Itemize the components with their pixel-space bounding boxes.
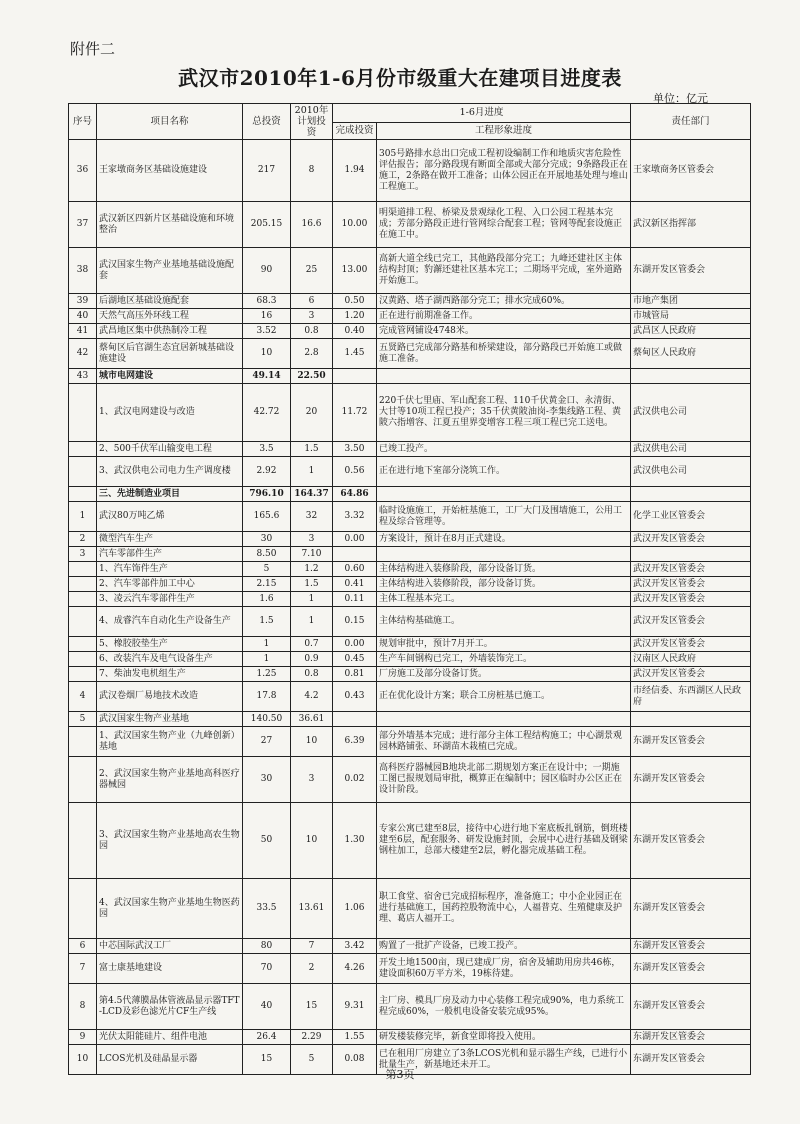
- table-row: [69, 502, 751, 532]
- row-work: [377, 712, 631, 727]
- row-name: 城市电网建设: [97, 369, 243, 384]
- row-seq: [69, 592, 97, 607]
- row-done: 3.50: [333, 442, 377, 457]
- row-seq: [69, 803, 97, 879]
- header-work: 工程形象进度: [377, 122, 631, 139]
- row-total: 33.5: [243, 879, 291, 939]
- table-row: [69, 607, 751, 637]
- row-name: 微型汽车生产: [97, 532, 243, 547]
- row-total: 3.5: [243, 442, 291, 457]
- row-total: 15: [243, 1045, 291, 1075]
- row-seq: [69, 727, 97, 757]
- row-work: 正在进行前期准备工作。: [377, 309, 631, 324]
- progress-table: [68, 103, 751, 1075]
- row-work: 正在进行地下室部分浇筑工作。: [377, 457, 631, 487]
- row-done: 13.00: [333, 248, 377, 294]
- table-row: [69, 547, 751, 562]
- row-work: 方案设计，预计在8月正式建设。: [377, 532, 631, 547]
- row-name: 光伏太阳能硅片、组件电池: [97, 1030, 243, 1045]
- row-name: 武昌地区集中供热制冷工程: [97, 324, 243, 339]
- row-dept: 东湖开发区管委会: [631, 939, 751, 954]
- row-dept: 武汉开发区管委会: [631, 607, 751, 637]
- row-plan: 3: [291, 309, 333, 324]
- table-row: [69, 954, 751, 984]
- row-seq: [69, 562, 97, 577]
- row-total: 16: [243, 309, 291, 324]
- row-work: 高新大道全线已完工，其他路段部分完工；九峰还建社区主体结构封顶；豹澥还建社区基本完工；二期场平完成，室外道路开始施工。: [377, 248, 631, 294]
- row-work: 主体结构进入装修阶段，部分设备订货。: [377, 577, 631, 592]
- attachment-label: 附件二: [70, 40, 116, 58]
- row-name: 后湖地区基础设施配套: [97, 294, 243, 309]
- row-total: 27: [243, 727, 291, 757]
- row-plan: 1: [291, 457, 333, 487]
- row-dept: [631, 487, 751, 502]
- row-plan: 7: [291, 939, 333, 954]
- row-done: 9.31: [333, 984, 377, 1030]
- row-plan: 0.9: [291, 652, 333, 667]
- row-work: 开发土地1500亩，现已建成厂房，宿舍及辅助用房共46栋，建设面积60万平方米，19栋待建。: [377, 954, 631, 984]
- row-plan: 13.61: [291, 879, 333, 939]
- row-total: 5: [243, 562, 291, 577]
- row-seq: [69, 577, 97, 592]
- row-name: 天然气高压外环线工程: [97, 309, 243, 324]
- table-row: [69, 682, 751, 712]
- row-name: 1、武汉国家生物产业（九峰创新）基地: [97, 727, 243, 757]
- row-dept: 武汉开发区管委会: [631, 637, 751, 652]
- row-name: 武汉国家生物产业基地基础设施配套: [97, 248, 243, 294]
- row-plan: 0.7: [291, 637, 333, 652]
- row-seq: [69, 384, 97, 442]
- table-row: [69, 442, 751, 457]
- row-total: 796.10: [243, 487, 291, 502]
- row-done: 0.43: [333, 682, 377, 712]
- row-work: 汉黄路、塔子湖西路部分完工；排水完成60%。: [377, 294, 631, 309]
- row-seq: 4: [69, 682, 97, 712]
- row-total: 17.8: [243, 682, 291, 712]
- row-total: 70: [243, 954, 291, 984]
- table-row: [69, 339, 751, 369]
- row-done: 3.32: [333, 502, 377, 532]
- table-row: [69, 324, 751, 339]
- row-plan: 1.5: [291, 442, 333, 457]
- table-row: [69, 1030, 751, 1045]
- row-work: 专家公寓已建至8层，接待中心进行地下室底板扎钢筋，倒班楼建至6层，配套服务、研发设施封顶，会展中心进行基础及钢梁钢柱加工，总部大楼建至2层，孵化器完成基础工程。: [377, 803, 631, 879]
- row-total: 1.25: [243, 667, 291, 682]
- header-name: 项目名称: [97, 104, 243, 140]
- row-seq: [69, 667, 97, 682]
- row-work: 正在优化设计方案；联合工房桩基已施工。: [377, 682, 631, 712]
- row-total: 30: [243, 757, 291, 803]
- row-dept: 东湖开发区管委会: [631, 879, 751, 939]
- row-work: 五贤路已完成部分路基和桥梁建设，部分路段已开始施工或做施工准备。: [377, 339, 631, 369]
- row-seq: 38: [69, 248, 97, 294]
- row-dept: 武汉开发区管委会: [631, 562, 751, 577]
- row-done: 1.55: [333, 1030, 377, 1045]
- row-plan: 22.50: [291, 369, 333, 384]
- row-dept: 武汉供电公司: [631, 384, 751, 442]
- row-dept: [631, 547, 751, 562]
- row-dept: 武汉供电公司: [631, 442, 751, 457]
- row-name: 3、武汉国家生物产业基地高农生物园: [97, 803, 243, 879]
- row-done: 0.15: [333, 607, 377, 637]
- row-plan: 0.8: [291, 667, 333, 682]
- row-done: 4.26: [333, 954, 377, 984]
- table-row: [69, 984, 751, 1030]
- row-done: 0.41: [333, 577, 377, 592]
- row-work: [377, 369, 631, 384]
- row-total: 140.50: [243, 712, 291, 727]
- row-total: 1: [243, 637, 291, 652]
- row-done: 0.81: [333, 667, 377, 682]
- row-total: 50: [243, 803, 291, 879]
- row-plan: 15: [291, 984, 333, 1030]
- row-name: 3、凌云汽车零部件生产: [97, 592, 243, 607]
- table-row: [69, 803, 751, 879]
- row-total: 217: [243, 140, 291, 202]
- row-done: 1.20: [333, 309, 377, 324]
- row-name: 5、橡胶胶垫生产: [97, 637, 243, 652]
- row-name: 武汉卷烟厂易地技术改造: [97, 682, 243, 712]
- row-dept: [631, 712, 751, 727]
- row-seq: 7: [69, 954, 97, 984]
- table-row: [69, 637, 751, 652]
- row-plan: 1.2: [291, 562, 333, 577]
- row-done: 0.56: [333, 457, 377, 487]
- row-plan: 2: [291, 954, 333, 984]
- row-total: 165.6: [243, 502, 291, 532]
- row-seq: 37: [69, 202, 97, 248]
- row-plan: 5: [291, 1045, 333, 1075]
- row-work: 305号路排水总出口完成工程初设编制工作和地质灾害危险性评估报告；部分路段现有断面全部或大部分完成；9条路段正在施工，2条路在做开工准备；山体公园正在开展地基处理与堆山工程施工。: [377, 140, 631, 202]
- row-work: 主体工程基本完工。: [377, 592, 631, 607]
- row-done: 10.00: [333, 202, 377, 248]
- row-plan: 20: [291, 384, 333, 442]
- row-done: [333, 547, 377, 562]
- row-work: 生产车间钢构已完工，外墙装饰完工。: [377, 652, 631, 667]
- table-row: [69, 457, 751, 487]
- row-dept: 武汉新区指挥部: [631, 202, 751, 248]
- row-seq: 8: [69, 984, 97, 1030]
- row-total: 3.52: [243, 324, 291, 339]
- row-name: 武汉国家生物产业基地: [97, 712, 243, 727]
- row-total: 2.92: [243, 457, 291, 487]
- row-work: 高科医疗器械园B地块北部二期规划方案正在设计中；一期施工图已报规划局审批，概算正在编制中；园区临时办公区正在设计阶段。: [377, 757, 631, 803]
- row-dept: 武汉开发区管委会: [631, 532, 751, 547]
- table-row: [69, 202, 751, 248]
- table-row: [69, 369, 751, 384]
- row-dept: 东湖开发区管委会: [631, 954, 751, 984]
- row-done: 0.50: [333, 294, 377, 309]
- row-work: 临时设施施工，开始桩基施工，工厂大门及围墙施工，公用工程及综合管理等。: [377, 502, 631, 532]
- table-row: [69, 384, 751, 442]
- row-total: 205.15: [243, 202, 291, 248]
- row-work: 职工食堂、宿舍已完成招标程序，准备施工；中小企业园正在进行基础施工，国药控股物流中心，人福普克、生殖健康及护理、葛店人福开工。: [377, 879, 631, 939]
- row-dept: 武昌区人民政府: [631, 324, 751, 339]
- row-seq: 40: [69, 309, 97, 324]
- row-total: 68.3: [243, 294, 291, 309]
- row-work: [377, 487, 631, 502]
- row-total: 1: [243, 652, 291, 667]
- row-work: 已在租用厂房建立了3条LCOS光机和显示器生产线，已进行小批量生产，新基地还未开工。: [377, 1045, 631, 1075]
- row-total: 2.15: [243, 577, 291, 592]
- row-done: 6.39: [333, 727, 377, 757]
- row-done: 64.86: [333, 487, 377, 502]
- row-done: 0.45: [333, 652, 377, 667]
- row-name: 武汉新区四新片区基础设施和环境整治: [97, 202, 243, 248]
- row-dept: 市城管局: [631, 309, 751, 324]
- row-work: 220千伏七里庙、军山配套工程、110千伏黄金口、永清街、大甘等10项工程已投产；35千伏黄陂油岗-李集线路工程、黄陂六指增容、江夏五里界变增容工程三项工程已完工送电。: [377, 384, 631, 442]
- row-seq: 9: [69, 1030, 97, 1045]
- row-name: LCOS光机及硅晶显示器: [97, 1045, 243, 1075]
- row-plan: 8: [291, 140, 333, 202]
- row-seq: 43: [69, 369, 97, 384]
- row-dept: 武汉开发区管委会: [631, 667, 751, 682]
- table-row: [69, 712, 751, 727]
- row-plan: 4.2: [291, 682, 333, 712]
- row-seq: [69, 637, 97, 652]
- row-name: 2、500千伏军山输变电工程: [97, 442, 243, 457]
- header-progress-group: 1-6月进度: [333, 104, 631, 123]
- row-plan: 3: [291, 532, 333, 547]
- row-dept: 东湖开发区管委会: [631, 984, 751, 1030]
- row-plan: 1: [291, 607, 333, 637]
- row-done: 1.06: [333, 879, 377, 939]
- row-done: 0.11: [333, 592, 377, 607]
- row-done: 0.00: [333, 532, 377, 547]
- row-plan: 32: [291, 502, 333, 532]
- row-seq: [69, 457, 97, 487]
- row-total: 49.14: [243, 369, 291, 384]
- row-plan: 10: [291, 727, 333, 757]
- row-work: 厂房施工及部分设备订货。: [377, 667, 631, 682]
- row-seq: [69, 879, 97, 939]
- row-done: 0.40: [333, 324, 377, 339]
- row-done: 0.02: [333, 757, 377, 803]
- row-dept: 东湖开发区管委会: [631, 727, 751, 757]
- row-seq: [69, 607, 97, 637]
- table-row: [69, 562, 751, 577]
- row-work: 已竣工投产。: [377, 442, 631, 457]
- row-name: 1、武汉电网建设与改造: [97, 384, 243, 442]
- row-dept: 东湖开发区管委会: [631, 1030, 751, 1045]
- row-done: [333, 369, 377, 384]
- row-total: 30: [243, 532, 291, 547]
- unit-label: 单位：亿元: [653, 92, 708, 105]
- row-name: 6、改装汽车及电气设备生产: [97, 652, 243, 667]
- row-seq: 5: [69, 712, 97, 727]
- row-done: 0.60: [333, 562, 377, 577]
- row-dept: 武汉开发区管委会: [631, 592, 751, 607]
- row-total: 26.4: [243, 1030, 291, 1045]
- header-done: 完成投资: [333, 122, 377, 139]
- row-plan: 25: [291, 248, 333, 294]
- row-seq: 42: [69, 339, 97, 369]
- row-plan: 2.29: [291, 1030, 333, 1045]
- row-name: 三、先进制造业项目: [97, 487, 243, 502]
- row-seq: 39: [69, 294, 97, 309]
- row-dept: 市经信委、东西湖区人民政府: [631, 682, 751, 712]
- row-done: 1.30: [333, 803, 377, 879]
- row-name: 2、汽车零部件加工中心: [97, 577, 243, 592]
- table-row: [69, 652, 751, 667]
- table-row: [69, 757, 751, 803]
- table-row: [69, 309, 751, 324]
- row-name: 蔡甸区后官湖生态宜居新城基础设施建设: [97, 339, 243, 369]
- row-name: 7、柴油发电机组生产: [97, 667, 243, 682]
- row-done: 0.08: [333, 1045, 377, 1075]
- table-row: [69, 592, 751, 607]
- row-done: 11.72: [333, 384, 377, 442]
- row-plan: 16.6: [291, 202, 333, 248]
- row-done: 3.42: [333, 939, 377, 954]
- row-work: 部分外墙基本完成；进行部分主体工程结构施工；中心湖景观园林路铺张、环湖苗木栽植已完成。: [377, 727, 631, 757]
- row-work: [377, 547, 631, 562]
- row-name: 富士康基地建设: [97, 954, 243, 984]
- row-name: 4、成睿汽车自动化生产设备生产: [97, 607, 243, 637]
- row-work: 主厂房、模具厂房及动力中心装修工程完成90%，电力系统工程完成60%，一般机电设备安装完成95%。: [377, 984, 631, 1030]
- table-row: [69, 727, 751, 757]
- row-work: 购置了一批扩产设备，已竣工投产。: [377, 939, 631, 954]
- row-plan: 3: [291, 757, 333, 803]
- row-plan: 7.10: [291, 547, 333, 562]
- row-total: 90: [243, 248, 291, 294]
- row-plan: 1: [291, 592, 333, 607]
- row-total: 80: [243, 939, 291, 954]
- row-total: 42.72: [243, 384, 291, 442]
- row-plan: 6: [291, 294, 333, 309]
- header-seq: 序号: [69, 104, 97, 140]
- header-total: 总投资: [243, 104, 291, 140]
- table-row: [69, 248, 751, 294]
- table-row: [69, 140, 751, 202]
- header-dept: 责任部门: [631, 104, 751, 140]
- row-name: 武汉80万吨乙烯: [97, 502, 243, 532]
- row-dept: 化学工业区管委会: [631, 502, 751, 532]
- row-seq: [69, 652, 97, 667]
- row-seq: 6: [69, 939, 97, 954]
- row-seq: 3: [69, 547, 97, 562]
- row-work: 完成管网铺设4748米。: [377, 324, 631, 339]
- row-dept: 东湖开发区管委会: [631, 757, 751, 803]
- row-name: 汽车零部件生产: [97, 547, 243, 562]
- row-name: 中芯国际武汉工厂: [97, 939, 243, 954]
- row-done: 1.45: [333, 339, 377, 369]
- row-work: 明渠道排工程、桥梁及景观绿化工程、入口公园工程基本完成；芳部分路段正进行管网综合配套工程；管网等配套设施正在施工中。: [377, 202, 631, 248]
- page-title: 武汉市2010年1-6月份市级重大在建项目进度表: [178, 66, 622, 90]
- header-plan: 2010年计划投资: [291, 104, 333, 140]
- table-row: [69, 532, 751, 547]
- row-done: [333, 712, 377, 727]
- row-total: 40: [243, 984, 291, 1030]
- row-plan: 36.61: [291, 712, 333, 727]
- row-work: 研发楼装修完毕，新食堂即将投入使用。: [377, 1030, 631, 1045]
- row-total: 8.50: [243, 547, 291, 562]
- table-row: [69, 667, 751, 682]
- row-name: 1、汽车饰件生产: [97, 562, 243, 577]
- row-dept: 蔡甸区人民政府: [631, 339, 751, 369]
- row-seq: 41: [69, 324, 97, 339]
- table-body: [69, 140, 751, 1075]
- row-total: 1.6: [243, 592, 291, 607]
- row-dept: 武汉供电公司: [631, 457, 751, 487]
- table-row: [69, 939, 751, 954]
- row-work: 主体结构进入装修阶段，部分设备订货。: [377, 562, 631, 577]
- row-work: 规划审批中，预计7月开工。: [377, 637, 631, 652]
- row-name: 4、武汉国家生物产业基地生物医药园: [97, 879, 243, 939]
- row-seq: [69, 442, 97, 457]
- row-dept: 武汉开发区管委会: [631, 577, 751, 592]
- row-dept: 东湖开发区管委会: [631, 803, 751, 879]
- row-seq: 1: [69, 502, 97, 532]
- table-row: [69, 487, 751, 502]
- page-number: 第3页: [385, 1068, 415, 1081]
- row-plan: 1.5: [291, 577, 333, 592]
- table-row: [69, 879, 751, 939]
- table-row: [69, 294, 751, 309]
- row-dept: 东湖开发区管委会: [631, 1045, 751, 1075]
- row-seq: 36: [69, 140, 97, 202]
- row-dept: 市地产集团: [631, 294, 751, 309]
- row-dept: [631, 369, 751, 384]
- row-plan: 10: [291, 803, 333, 879]
- row-name: 2、武汉国家生物产业基地高科医疗器械园: [97, 757, 243, 803]
- row-seq: 2: [69, 532, 97, 547]
- row-dept: 汉南区人民政府: [631, 652, 751, 667]
- row-plan: 2.8: [291, 339, 333, 369]
- row-seq: [69, 487, 97, 502]
- row-name: 王家墩商务区基础设施建设: [97, 140, 243, 202]
- row-dept: 王家墩商务区管委会: [631, 140, 751, 202]
- row-plan: 164.37: [291, 487, 333, 502]
- table-row: [69, 577, 751, 592]
- row-seq: 10: [69, 1045, 97, 1075]
- row-done: 0.00: [333, 637, 377, 652]
- row-plan: 0.8: [291, 324, 333, 339]
- row-total: 1.5: [243, 607, 291, 637]
- row-total: 10: [243, 339, 291, 369]
- row-done: 1.94: [333, 140, 377, 202]
- row-work: 主体结构基础施工。: [377, 607, 631, 637]
- row-name: 第4.5代薄膜晶体管液晶显示器TFT-LCD及彩色滤光片CF生产线: [97, 984, 243, 1030]
- row-name: 3、武汉供电公司电力生产调度楼: [97, 457, 243, 487]
- row-seq: [69, 757, 97, 803]
- row-dept: 东湖开发区管委会: [631, 248, 751, 294]
